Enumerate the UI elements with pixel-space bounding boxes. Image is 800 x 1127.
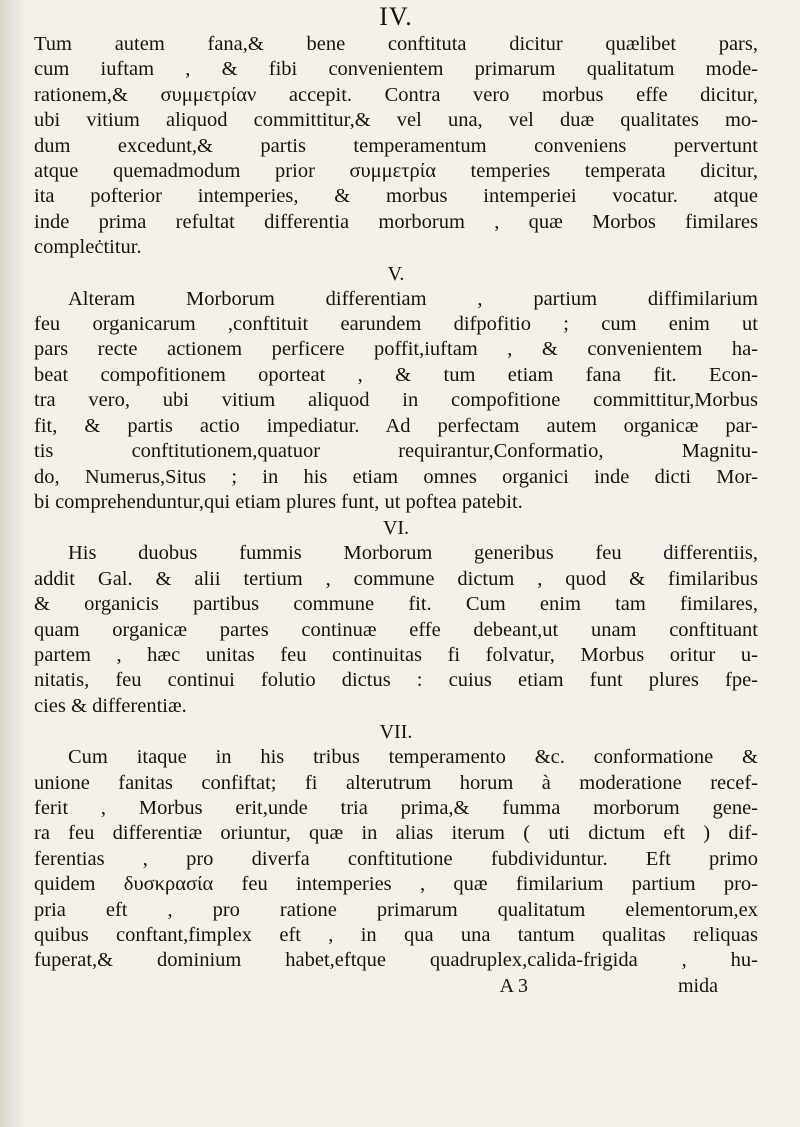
text-line: quidem δυσκρασία feu intemperies , quæ fimilarium partium pro- [34, 873, 758, 896]
text-line: Cum itaque in his tribus temperamento &c. conformatione & [68, 746, 758, 769]
text-line: beat compofitionem oporteat , & tum etiam fana fit. Econ- [34, 363, 758, 386]
text-line: cum iuftam , & fibi convenientem primarum qualitatum mode- [34, 58, 758, 81]
paragraph-vii [34, 745, 758, 974]
text-line: ubi vitium aliquod committitur,& vel una, vel duæ qualitates mo- [34, 109, 758, 132]
text-line: ra feu differentiæ oriuntur, quæ in alias iterum ( uti dictum eft ) dif- [34, 822, 758, 845]
text-line: do, Numerus,Situs ; in his etiam omnes organici inde dicti Mor- [34, 465, 758, 488]
text-line: rationem,& συμμετρίαν accepit. Contra vero morbus effe dicitur, [34, 83, 758, 106]
text-line: ita pofterior intemperies, & morbus intemperiei vocatur. atque [34, 185, 758, 208]
paragraph-vi [34, 541, 758, 719]
text-line: Tum autem fana,& bene conftituta dicitur quælibet pars, [34, 33, 758, 55]
text-line: tis conftitutionem,quatuor requirantur,Conformatio, Magnitu- [34, 440, 758, 463]
text-line: tra vero, ubi vitium aliquod in compofitione committitur,Morbus [34, 389, 758, 412]
text-line: fuperat,& dominium habet,eftque quadruplex,calida-frigida , hu- [34, 949, 758, 972]
catchword: mida [678, 974, 718, 997]
text-line: pria eft , pro ratione primarum qualitatum elementorum,ex [34, 898, 758, 921]
page-footer [34, 974, 758, 998]
text-line: dum excedunt,& partis temperamentum conveniens pervertunt [34, 134, 758, 157]
paragraph-iv [34, 32, 758, 261]
signature-mark: A 3 [499, 974, 528, 997]
paragraph-v [34, 287, 758, 516]
section-number-vi: VI. [382, 517, 410, 540]
text-line: feu organicarum ,conftituit earundem difpofitio ; cum enim ut [34, 313, 758, 336]
text-line: fit, & partis actio impediatur. Ad perfectam autem organicæ par- [34, 414, 758, 437]
text-line: atque quemadmodum prior συμμετρία temperies temperata dicitur, [34, 160, 758, 183]
text-line: Alteram Morborum differentiam , partium diffimilarium [68, 287, 758, 310]
text-line: cies & differentiæ. [34, 694, 187, 717]
text-line: addit Gal. & alii tertium , commune dictum , quod & fimilaribus [34, 567, 758, 590]
text-line: unione fanitas confiftat; fi alterutrum horum à moderatione recef- [34, 771, 758, 794]
text-line: partem , hæc unitas feu continuitas fi folvatur, Morbus oritur u- [34, 643, 758, 666]
text-line: & organicis partibus commune fit. Cum enim tam fimilares, [34, 593, 758, 616]
text-line: ferentias , pro diverfa conftitutione fubdividuntur. Eft primo [34, 847, 758, 870]
text-line: inde prima refultat differentia morborum , quæ Morbos fimilares [34, 210, 758, 233]
text-line: quam organicæ partes continuæ effe debeant,ut unam conftituant [34, 618, 758, 641]
text-line: compleċtitur. [34, 236, 142, 259]
text-line: bi comprehenduntur,qui etiam plures funt, ut poftea patebit. [34, 490, 523, 513]
text-line: quibus conftant,fimplex eft , in qua una tantum qualitas reliquas [34, 924, 758, 946]
section-number-vii: VII. [379, 721, 413, 744]
section-number-v: V. [387, 262, 405, 285]
text-line: nitatis, feu continui folutio dictus : cuius etiam funt plures fpe- [34, 669, 758, 692]
page-number: IV. [379, 2, 413, 31]
text-line: His duobus fummis Morborum generibus feu differentiis, [68, 542, 758, 565]
text-line: ferit , Morbus erit,unde tria prima,& fumma morborum gene- [34, 796, 758, 819]
text-line: pars recte actionem perficere poffit,iuftam , & convenientem ha- [34, 338, 758, 361]
